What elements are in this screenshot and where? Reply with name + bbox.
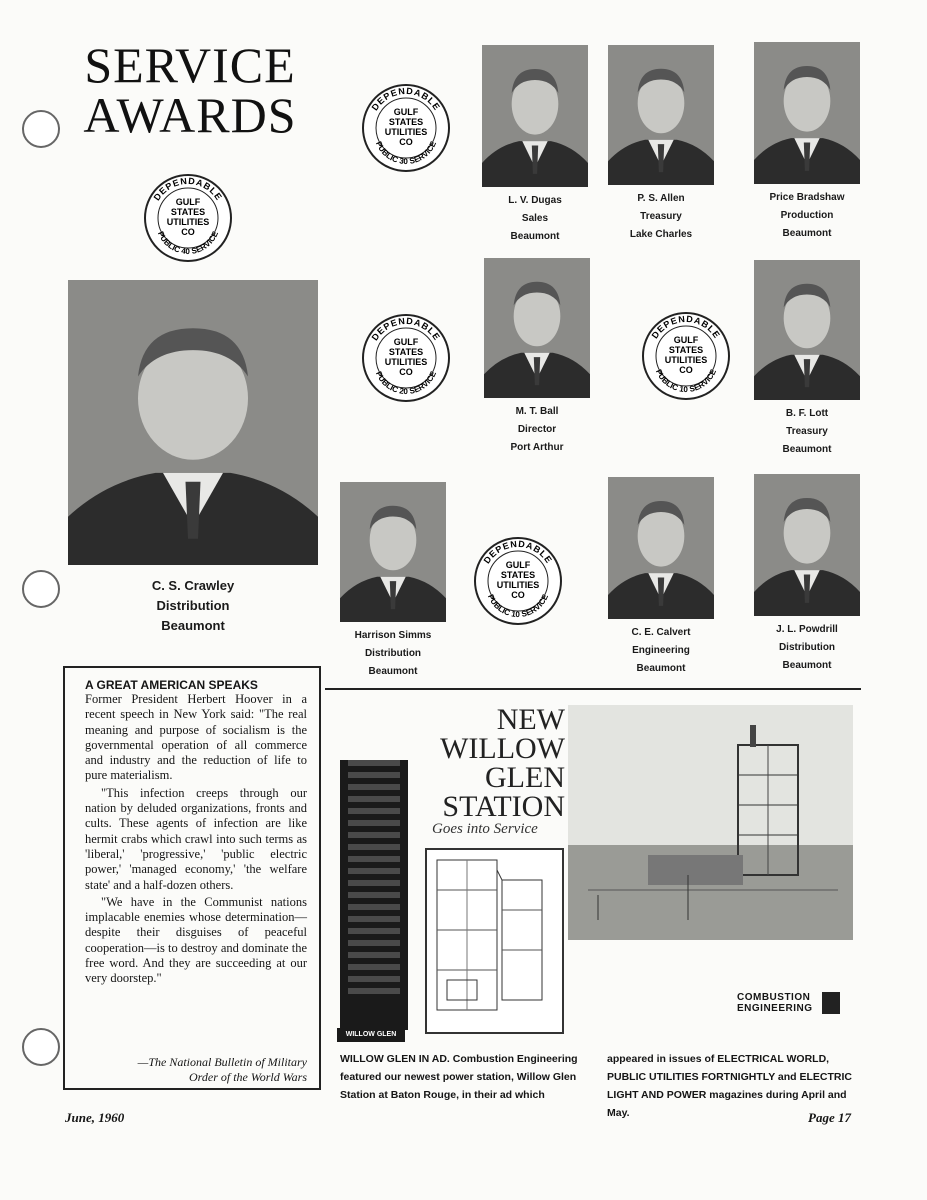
- seal-center-text: STATES: [500, 570, 536, 580]
- seal-30-years: [360, 82, 452, 174]
- awardee-name: P. S. Allen: [637, 193, 685, 204]
- awardee-department: Engineering: [632, 645, 690, 656]
- awardee-caption: [596, 624, 726, 678]
- portrait-photo: [754, 42, 860, 184]
- binder-hole-middle: [22, 570, 60, 608]
- seal-center-text: UTILITIES: [384, 127, 428, 137]
- seal-center-text: UTILITIES: [166, 217, 210, 227]
- portrait-photo: [754, 474, 860, 616]
- awardee-name: C. E. Calvert: [631, 627, 691, 638]
- attribution-line-2: Order of the World Wars: [188, 1070, 307, 1084]
- seal-40-years: [142, 172, 234, 264]
- seal-center-text: GULF: [673, 335, 699, 345]
- seal-bottom-text: PUBLIC 30 SERVICE: [373, 139, 439, 167]
- ad-label: WILLOW GLEN: [337, 1028, 405, 1042]
- binder-hole-bottom: [22, 1028, 60, 1066]
- seal-top-text: DEPENDABLE: [151, 175, 225, 203]
- awardee-department: Director: [517, 424, 557, 435]
- ad-list-line: [348, 994, 400, 1000]
- awardee-name: J. L. Powdrill: [776, 624, 838, 635]
- awardee-department: Distribution: [364, 648, 422, 659]
- portrait-photo: [484, 258, 590, 398]
- seal-center-text: CO: [399, 367, 413, 377]
- awardee-name: L. V. Dugas: [508, 195, 562, 206]
- ad-power-plant-photo: [568, 705, 853, 940]
- ad-script-text: Goes into Service: [432, 821, 538, 837]
- article-paragraph: "This infection creeps through our nation by deluded organizations, fronts and cults. These agents of infection are like hermit crabs which crawl into such terms as 'liberal,' 'progressive,' 'public electric power,' 'managed economy,' 'the welfare state' and a half-dozen others.: [85, 785, 307, 892]
- awardee-location: Beaumont: [636, 663, 686, 674]
- ad-brand-logo: [822, 992, 840, 1014]
- portrait-photo-featured: [68, 280, 318, 565]
- awardee-department: Treasury: [640, 211, 682, 222]
- seal-20-years: [360, 312, 452, 404]
- page-number: Page 17: [808, 1110, 851, 1125]
- awardee-caption: [596, 190, 726, 244]
- ad-headline-line: GLEN: [485, 761, 565, 794]
- seal-center-text: CO: [399, 137, 413, 147]
- seal-bottom-text: PUBLIC 10 SERVICE: [485, 592, 551, 620]
- seal-center-text: GULF: [393, 107, 419, 117]
- featured-department: Distribution: [156, 598, 230, 613]
- seal-10-years-bottom: [472, 535, 564, 627]
- seal-center-text: CO: [181, 227, 195, 237]
- awardee-caption: [328, 627, 458, 681]
- seal-center-text: CO: [679, 365, 693, 375]
- seal-bottom-text: PUBLIC 40 SERVICE: [155, 229, 221, 257]
- seal-top-text: DEPENDABLE: [369, 85, 443, 113]
- ad-brand-line: COMBUSTION: [737, 992, 811, 1003]
- ad-caption-left: WILLOW GLEN IN AD. Combustion Engineering featured our newest power station, Willow Glen Station at Baton Rouge, in their ad which: [340, 1053, 578, 1101]
- featured-name: C. S. Crawley: [151, 578, 235, 593]
- awardee-caption: [470, 192, 600, 246]
- portrait-photo: [754, 260, 860, 400]
- ad-headline-line: NEW: [496, 703, 565, 736]
- ad-headline: [425, 705, 565, 821]
- ad-brand: [737, 992, 813, 1014]
- portrait-photo: [340, 482, 446, 622]
- awardee-department: Sales: [521, 213, 549, 224]
- awardee-name: Price Bradshaw: [769, 192, 845, 203]
- awardee-caption: [742, 621, 872, 675]
- seal-center-text: GULF: [393, 337, 419, 347]
- article-paragraph: "We have in the Communist nations implacable enemies whose determination—despite their disguises of peaceful cooperation—is to destroy and dominate the free word. And they are succeeding at our very doorstep.": [85, 894, 307, 986]
- awardee-location: Beaumont: [782, 660, 832, 671]
- seal-center-text: STATES: [170, 207, 206, 217]
- seal-center-text: UTILITIES: [664, 355, 708, 365]
- article-paragraph: Former President Herbert Hoover in a recent speech in New York said: "The real meaning and purpose of socialism is the governmental operation of all commerce and industry and the reduction of life to pure materialism.: [85, 692, 307, 783]
- attribution-line-1: —The National Bulletin of Military: [137, 1055, 307, 1069]
- featured-caption: [68, 576, 318, 636]
- article-body: [85, 692, 307, 989]
- featured-location: Beaumont: [161, 618, 225, 633]
- portrait-photo: [608, 477, 714, 619]
- seal-center-text: GULF: [505, 560, 531, 570]
- article-heading: A GREAT AMERICAN SPEAKS: [85, 678, 258, 692]
- awardee-location: Beaumont: [782, 444, 832, 455]
- seal-center-text: STATES: [388, 117, 424, 127]
- awardee-location: Beaumont: [510, 231, 560, 242]
- title-line-2: AWARDS: [83, 87, 297, 143]
- awardee-location: Beaumont: [782, 228, 832, 239]
- seal-center-text: UTILITIES: [384, 357, 428, 367]
- seal-10-years-right: [640, 310, 732, 402]
- ad-headline-line: STATION: [442, 790, 565, 823]
- seal-bottom-text: PUBLIC 10 SERVICE: [653, 367, 719, 395]
- seal-center-text: CO: [511, 590, 525, 600]
- awardee-department: Production: [780, 210, 834, 221]
- awardee-location: Lake Charles: [629, 229, 693, 240]
- seal-top-text: DEPENDABLE: [369, 315, 443, 343]
- seal-center-text: UTILITIES: [496, 580, 540, 590]
- awardee-name: M. T. Ball: [515, 406, 559, 417]
- awardee-name: Harrison Simms: [354, 630, 432, 641]
- awardee-caption: [742, 189, 872, 243]
- awardee-caption: [742, 405, 872, 459]
- portrait-photo: [608, 45, 714, 185]
- awardee-department: Distribution: [778, 642, 836, 653]
- awardee-location: Port Arthur: [510, 442, 564, 453]
- seal-top-text: DEPENDABLE: [649, 313, 723, 341]
- ad-caption-right: appeared in issues of ELECTRICAL WORLD, PUBLIC UTILITIES FORTNIGHTLY and ELECTRIC LIGHT AND POWER magazines during April and May.: [607, 1053, 853, 1119]
- seal-center-text: STATES: [668, 345, 704, 355]
- awardee-name: B. F. Lott: [785, 408, 829, 419]
- article-attribution: [85, 1055, 307, 1085]
- awardee-location: Beaumont: [368, 666, 418, 677]
- title-line-1: SERVICE: [84, 37, 296, 93]
- issue-date: June, 1960: [65, 1110, 125, 1125]
- ad-boiler-diagram: [425, 848, 564, 1034]
- portrait-photo: [482, 45, 588, 187]
- seal-bottom-text: PUBLIC 20 SERVICE: [373, 369, 439, 397]
- divider: [325, 688, 861, 690]
- seal-top-text: DEPENDABLE: [481, 538, 555, 566]
- ad-station-list: [340, 760, 408, 1030]
- ad-brand-line: ENGINEERING: [737, 1003, 813, 1014]
- ad-headline-line: WILLOW: [440, 732, 565, 765]
- seal-center-text: STATES: [388, 347, 424, 357]
- seal-center-text: GULF: [175, 197, 201, 207]
- page-title: [55, 37, 325, 143]
- awardee-caption: [472, 403, 602, 457]
- awardee-department: Treasury: [786, 426, 828, 437]
